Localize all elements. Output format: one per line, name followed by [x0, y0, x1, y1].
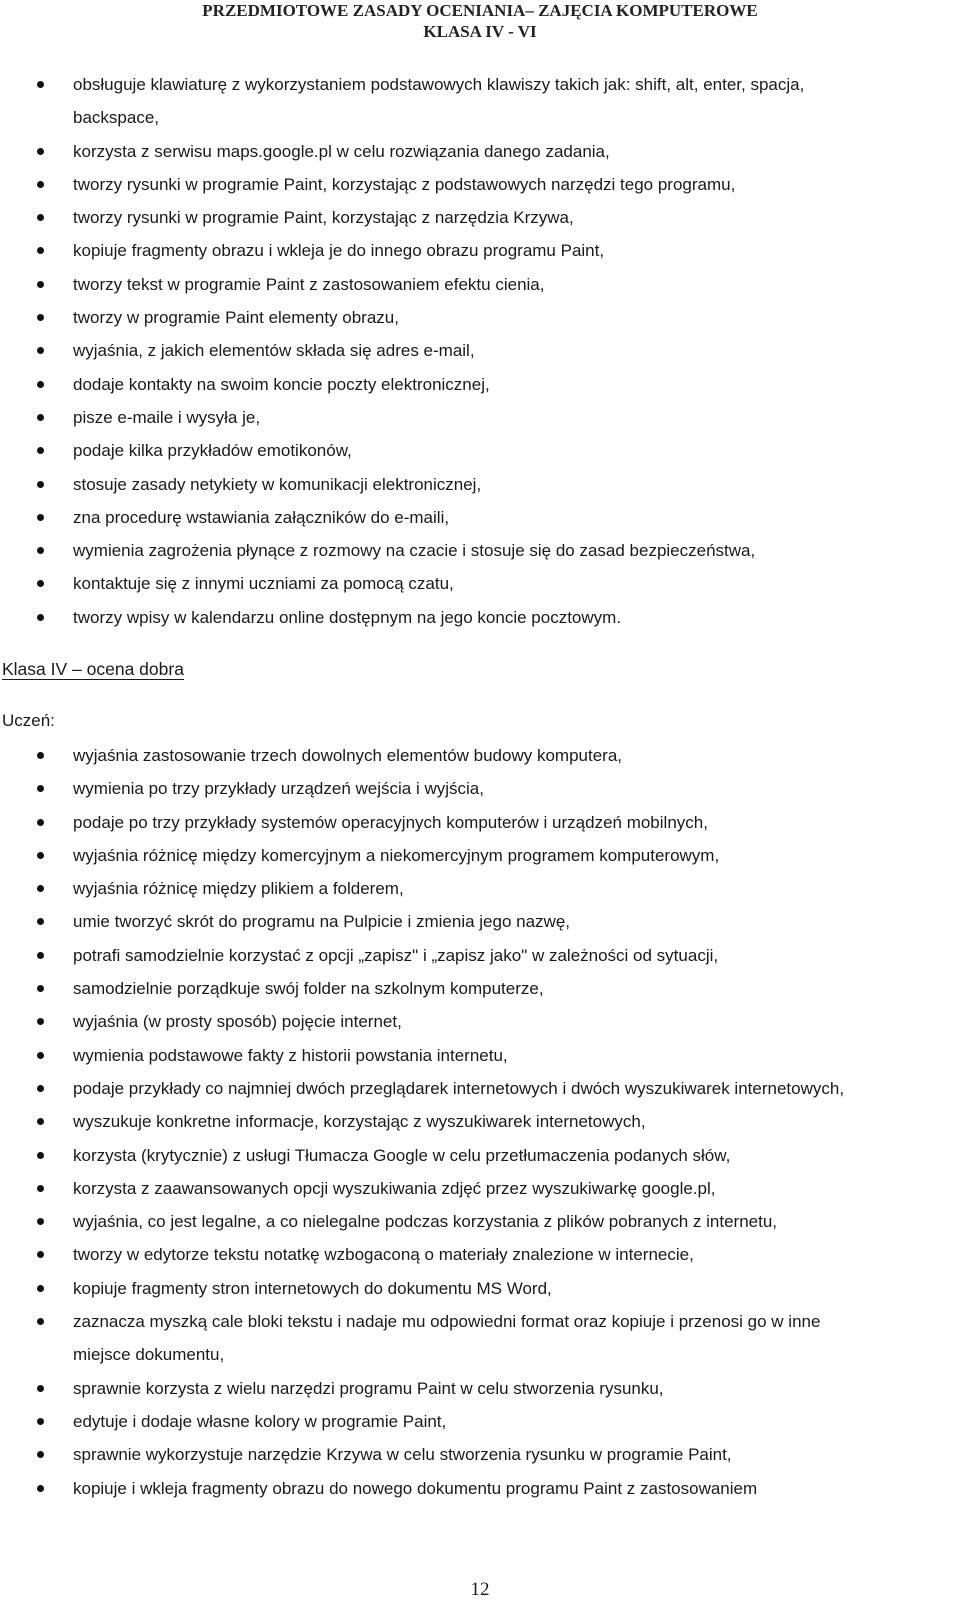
requirements-list-good — [0, 739, 950, 1505]
list-item: podaje kilka przykładów emotikonów, — [0, 434, 950, 467]
list-item: wymienia po trzy przykłady urządzeń wejścia i wyjścia, — [0, 772, 950, 805]
list-item: tworzy rysunki w programie Paint, korzystając z podstawowych narzędzi tego programu, — [0, 168, 950, 201]
list-item: podaje po trzy przykłady systemów operacyjnych komputerów i urządzeń mobilnych, — [0, 806, 950, 839]
list-item: samodzielnie porządkuje swój folder na szkolnym komputerze, — [0, 972, 950, 1005]
list-item: wymienia zagrożenia płynące z rozmowy na czacie i stosuje się do zasad bezpieczeństwa, — [0, 534, 950, 567]
list-item: korzysta (krytycznie) z usługi Tłumacza Google w celu przetłumaczenia podanych słów, — [0, 1139, 950, 1172]
list-item: wyjaśnia (w prosty sposób) pojęcie internet, — [0, 1005, 950, 1038]
list-item: edytuje i dodaje własne kolory w programie Paint, — [0, 1405, 950, 1438]
section-title — [2, 657, 184, 681]
list-item: kopiuje fragmenty obrazu i wkleja je do innego obrazu programu Paint, — [0, 234, 950, 267]
page-header — [0, 0, 960, 42]
list-item: wyjaśnia różnicę między komercyjnym a niekomercyjnym programem komputerowym, — [0, 839, 950, 872]
list-item: kontaktuje się z innymi uczniami za pomocą czatu, — [0, 567, 950, 600]
list-item: obsługuje klawiaturę z wykorzystaniem podstawowych klawiszy takich jak: shift, alt, enter, spacja, backspace, — [0, 68, 813, 135]
list-item: stosuje zasady netykiety w komunikacji elektronicznej, — [0, 468, 950, 501]
section-title-text: Klasa IV – ocena dobra — [2, 659, 184, 679]
list-item: kopiuje fragmenty stron internetowych do dokumentu MS Word, — [0, 1272, 950, 1305]
list-item: pisze e-maile i wysyła je, — [0, 401, 950, 434]
list-item: tworzy tekst w programie Paint z zastosowaniem efektu cienia, — [0, 268, 950, 301]
list-item: tworzy w edytorze tekstu notatkę wzbogaconą o materiały znalezione w internecie, — [0, 1238, 950, 1271]
list-item: wymienia podstawowe fakty z historii powstania internetu, — [0, 1039, 950, 1072]
list-item: sprawnie korzysta z wielu narzędzi programu Paint w celu stworzenia rysunku, — [0, 1372, 950, 1405]
list-item: wyjaśnia, co jest legalne, a co nielegalne podczas korzystania z plików pobranych z internetu, — [0, 1205, 950, 1238]
list-item: potrafi samodzielnie korzystać z opcji „zapisz" i „zapisz jako" w zależności od sytuacji, — [0, 939, 950, 972]
list-item: podaje przykłady co najmniej dwóch przeglądarek internetowych i dwóch wyszukiwarek internetowych, — [0, 1072, 853, 1105]
requirements-list-continued — [0, 68, 950, 634]
list-item: wyjaśnia zastosowanie trzech dowolnych elementów budowy komputera, — [0, 739, 950, 772]
list-item: umie tworzyć skrót do programu na Pulpicie i zmienia jego nazwę, — [0, 905, 950, 938]
list-item: tworzy w programie Paint elementy obrazu, — [0, 301, 950, 334]
list-item: korzysta z serwisu maps.google.pl w celu rozwiązania danego zadania, — [0, 135, 950, 168]
header-title: PRZEDMIOTOWE ZASADY OCENIANIA– ZAJĘCIA KOMPUTEROWE — [202, 1, 758, 20]
list-item: wyjaśnia różnicę między plikiem a folderem, — [0, 872, 950, 905]
list-item: tworzy rysunki w programie Paint, korzystając z narzędzia Krzywa, — [0, 201, 950, 234]
list-item: tworzy wpisy w kalendarzu online dostępnym na jego koncie pocztowym. — [0, 601, 950, 634]
list-item: dodaje kontakty na swoim koncie poczty elektronicznej, — [0, 368, 950, 401]
list-item: wyjaśnia, z jakich elementów składa się adres e-mail, — [0, 334, 950, 367]
list-item: zna procedurę wstawiania załączników do e-maili, — [0, 501, 950, 534]
list-item: sprawnie wykorzystuje narzędzie Krzywa w celu stworzenia rysunku w programie Paint, — [0, 1438, 950, 1471]
page-number: 12 — [470, 1579, 490, 1600]
header-subtitle: KLASA IV - VI — [423, 22, 537, 41]
list-item: korzysta z zaawansowanych opcji wyszukiwania zdjęć przez wyszukiwarkę google.pl, — [0, 1172, 950, 1205]
list-item: zaznacza myszką cale bloki tekstu i nadaje mu odpowiedni format oraz kopiuje i przenosi go w inne miejsce dokumentu, — [0, 1305, 833, 1372]
list-item: wyszukuje konkretne informacje, korzystając z wyszukiwarek internetowych, — [0, 1105, 950, 1138]
student-label: Uczeń: — [2, 711, 55, 730]
list-item: kopiuje i wkleja fragmenty obrazu do nowego dokumentu programu Paint z zastosowaniem — [0, 1472, 950, 1505]
